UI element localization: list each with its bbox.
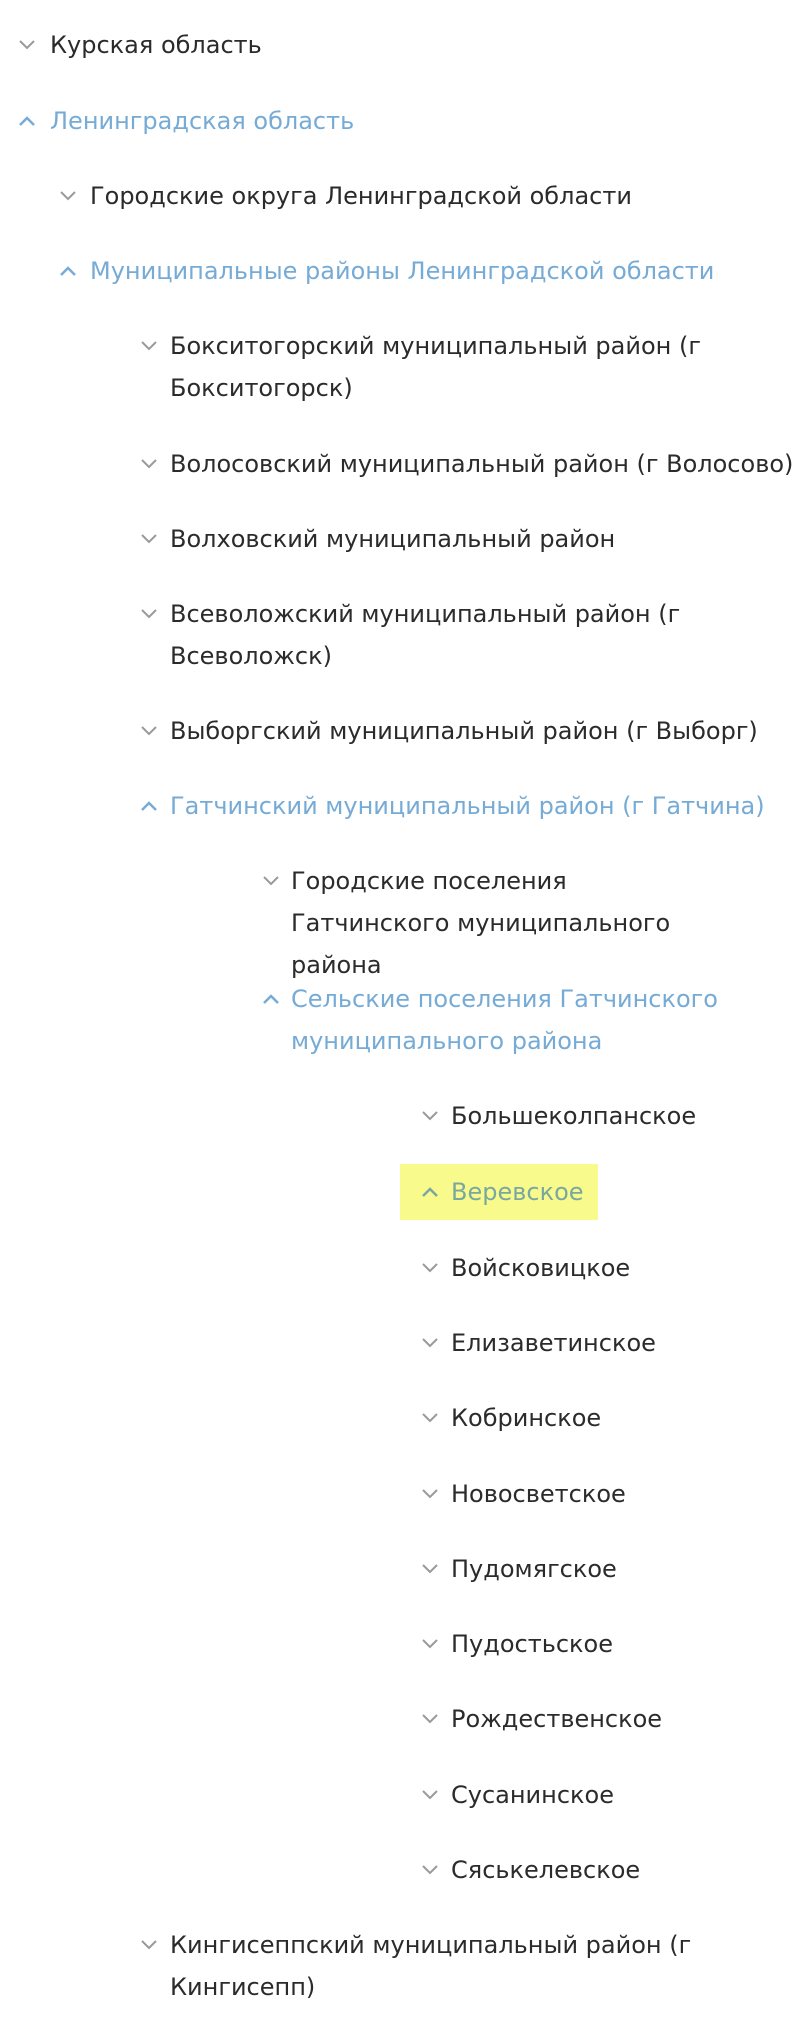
- tree-item-vsevolozhsk[interactable]: [134, 593, 784, 677]
- tree-item-label: Сусанинское: [451, 1781, 614, 1809]
- chevron-down-icon[interactable]: [134, 518, 164, 560]
- chevron-down-icon[interactable]: [415, 1623, 445, 1665]
- tree-item-volkhov[interactable]: [134, 518, 784, 560]
- tree-item-gatchina[interactable]: [134, 785, 784, 827]
- tree-item-label: Муниципальные районы Ленинградской области: [90, 257, 715, 285]
- chevron-down-icon[interactable]: [53, 175, 83, 217]
- tree-item-label: Бокситогорский муниципальный район (г Бокситогорск): [170, 332, 701, 402]
- tree-item-label: Кингисеппский муниципальный район (г Кингисепп): [170, 1931, 692, 2001]
- tree-item-city-districts[interactable]: [53, 175, 773, 217]
- tree-item-label: Пудомягское: [451, 1555, 617, 1583]
- tree-item-label: Ленинградская область: [50, 107, 355, 135]
- tree-item-kingisepp[interactable]: [134, 1924, 784, 2008]
- tree-item-label: Выборгский муниципальный район (г Выборг): [170, 717, 758, 745]
- chevron-down-icon[interactable]: [12, 24, 42, 66]
- chevron-down-icon[interactable]: [415, 1774, 445, 1816]
- tree-item-label: Войсковицкое: [451, 1254, 631, 1282]
- tree-item-label: Елизаветинское: [451, 1329, 656, 1357]
- chevron-down-icon[interactable]: [415, 1849, 445, 1891]
- chevron-up-icon[interactable]: [53, 250, 83, 292]
- tree-item-pudomyagskoe[interactable]: [415, 1548, 775, 1590]
- tree-item-label: Большеколпанское: [451, 1102, 697, 1130]
- chevron-down-icon[interactable]: [415, 1095, 445, 1137]
- tree-item-label: Городские округа Ленинградской области: [90, 182, 632, 210]
- tree-item-kursk[interactable]: [12, 24, 772, 66]
- tree-item-elizavetinskoe[interactable]: [415, 1322, 775, 1364]
- tree-item-label: Сяськелевское: [451, 1856, 641, 1884]
- tree-item-pudostskoe[interactable]: [415, 1623, 775, 1665]
- chevron-down-icon[interactable]: [256, 860, 286, 902]
- chevron-down-icon[interactable]: [134, 325, 164, 367]
- chevron-up-icon[interactable]: [256, 978, 286, 1020]
- tree-item-label: Курская область: [50, 31, 262, 59]
- chevron-down-icon[interactable]: [134, 1924, 164, 1966]
- chevron-down-icon[interactable]: [415, 1397, 445, 1439]
- tree-item-label: Городские поселения Гатчинского муниципального района: [291, 867, 671, 979]
- tree-item-label: Гатчинский муниципальный район (г Гатчина): [170, 792, 765, 820]
- tree-item-novosvetskoe[interactable]: [415, 1473, 775, 1515]
- chevron-down-icon[interactable]: [415, 1473, 445, 1515]
- tree-item-gatchina-rural[interactable]: [256, 978, 776, 1062]
- tree-item-label: Волосовский муниципальный район (г Волосово): [170, 450, 794, 478]
- chevron-down-icon[interactable]: [415, 1247, 445, 1289]
- tree-item-boksitogorsk[interactable]: [134, 325, 784, 409]
- chevron-down-icon[interactable]: [415, 1548, 445, 1590]
- tree-item-bolshekolpanskoe[interactable]: [415, 1095, 775, 1137]
- chevron-down-icon[interactable]: [134, 593, 164, 635]
- chevron-down-icon[interactable]: [134, 710, 164, 752]
- tree-item-label: Волховский муниципальный район: [170, 525, 616, 553]
- chevron-down-icon[interactable]: [415, 1322, 445, 1364]
- tree-item-label: Новосветское: [451, 1480, 626, 1508]
- chevron-up-icon[interactable]: [134, 785, 164, 827]
- tree-item-rozhdestvenskoe[interactable]: [415, 1698, 775, 1740]
- tree-item-label: Кобринское: [451, 1404, 602, 1432]
- tree-item-susaninskoe[interactable]: [415, 1774, 775, 1816]
- tree-item-label: Веревское: [451, 1178, 584, 1206]
- tree-item-syaskelevskoe[interactable]: [415, 1849, 775, 1891]
- tree-item-label: Сельские поселения Гатчинского муниципального района: [291, 985, 718, 1055]
- tree-item-voyskovitskoe[interactable]: [415, 1247, 775, 1289]
- chevron-down-icon[interactable]: [415, 1698, 445, 1740]
- tree-item-label: Пудостьское: [451, 1630, 613, 1658]
- tree-item-label: Рождественское: [451, 1705, 663, 1733]
- chevron-up-icon[interactable]: [415, 1171, 445, 1213]
- tree-item-leningrad[interactable]: [12, 100, 772, 142]
- tree-item-label: Всеволожский муниципальный район (г Всеволожск): [170, 600, 681, 670]
- tree-item-municipal-districts[interactable]: [53, 250, 773, 292]
- tree-item-volosovo[interactable]: [134, 443, 794, 485]
- tree-item-vyborg[interactable]: [134, 710, 784, 752]
- chevron-down-icon[interactable]: [134, 443, 164, 485]
- tree-item-verevskoe[interactable]: [415, 1171, 595, 1213]
- chevron-up-icon[interactable]: [12, 100, 42, 142]
- tree-item-gatchina-urban[interactable]: [256, 860, 776, 979]
- tree-item-kobrinskoe[interactable]: [415, 1397, 775, 1439]
